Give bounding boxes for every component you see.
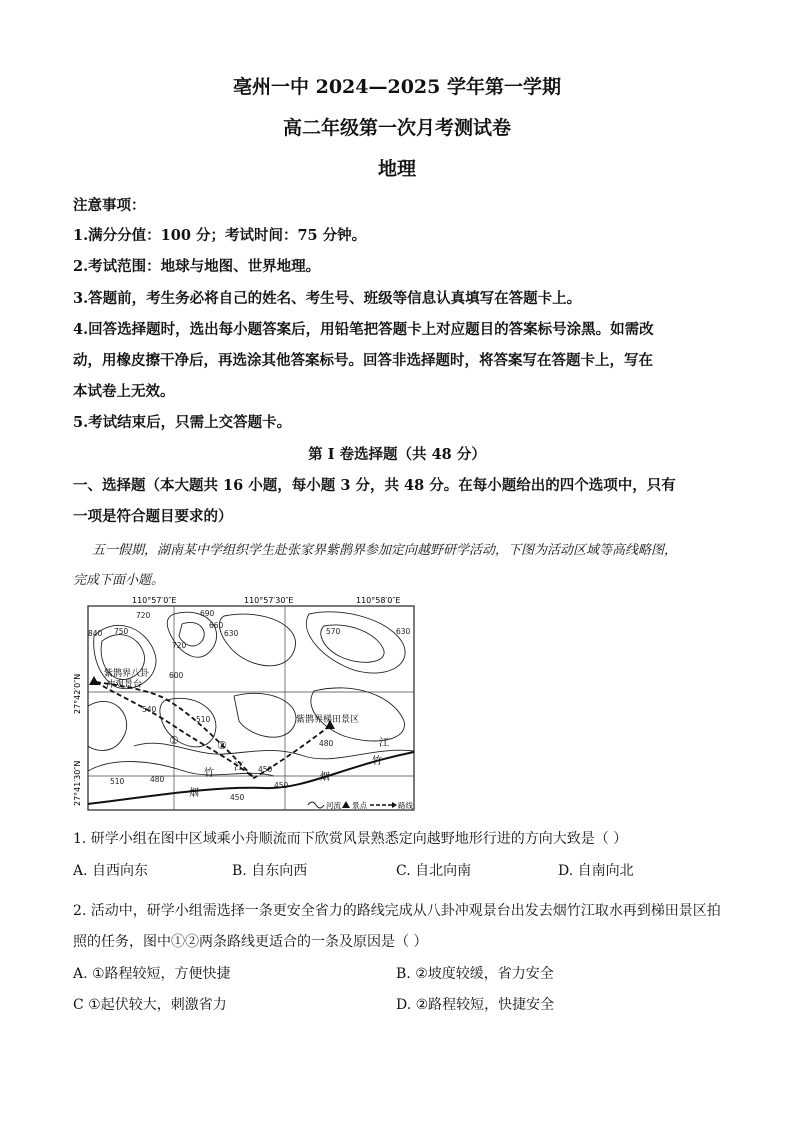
- question-1-option-c[interactable]: C. 自北向南: [396, 863, 472, 879]
- contour-value: 630: [224, 629, 239, 638]
- contour-map: [74, 596, 422, 816]
- latitude-label: 27°42′0″N: [73, 673, 82, 714]
- note-1: 1.满分分值：100 分；考试时间：75 分钟。: [73, 227, 367, 244]
- note-2: 2.考试范围：地球与地图、世界地理。: [73, 258, 321, 275]
- river-label: 竹: [204, 768, 214, 779]
- note-4-line2: 动，用橡皮擦干净后，再选涂其他答案标号。回答非选择题时，将答案写在答题卡上，写在: [73, 352, 653, 369]
- note-5: 5.考试结束后，只需上交答题卡。: [73, 414, 292, 431]
- notes-heading: 注意事项：: [73, 197, 146, 214]
- longitude-label: 110°58′0″E: [356, 596, 401, 605]
- route-label: ①: [169, 734, 179, 747]
- contour-value: 840: [88, 629, 103, 638]
- question-2-stem-line1: 2. 活动中，研学小组需选择一条更安全省力的路线完成从八卦冲观景台出发去烟竹江取水再到梯田景区拍: [73, 903, 721, 919]
- map-frame: [88, 606, 414, 810]
- contour-value: 540: [142, 705, 157, 714]
- contour-value: 480: [150, 775, 165, 784]
- river-label: 竹: [372, 756, 382, 767]
- question-2-stem-line2: 照的任务，图中①②两条路线更适合的一条及原因是（ ）: [73, 934, 428, 950]
- contour-value: 480: [319, 739, 334, 748]
- contour-value: 510: [196, 715, 211, 724]
- contour-value: 720: [136, 611, 151, 620]
- place-label: 紫鹊界八卦: [104, 669, 150, 679]
- question-1-option-d[interactable]: D. 自南向北: [558, 863, 634, 879]
- question-1-option-b[interactable]: B. 自东向西: [232, 863, 308, 879]
- contour-value: 720: [172, 641, 187, 650]
- river-label: 江: [234, 762, 244, 773]
- river-label: 烟: [189, 788, 199, 799]
- question-2-option-a[interactable]: A. ①路程较短，方便快捷: [73, 966, 231, 982]
- contour-value: 510: [110, 777, 125, 786]
- contour-value: 450: [274, 781, 289, 790]
- part-instructions-line2: 一项是符合题目要求的）: [73, 508, 233, 525]
- latitude-label: 27°41′30″N: [73, 760, 82, 806]
- legend-spot: 景点: [352, 801, 367, 810]
- contour-value: 660: [209, 621, 224, 630]
- place-label: 紫鹊界梯田景区: [296, 715, 360, 725]
- legend-river: 河流: [326, 801, 341, 810]
- longitude-label: 110°57′30″E: [244, 596, 294, 605]
- note-4-line3: 本试卷上无效。: [73, 383, 175, 400]
- section-title: 第 I 卷选择题（共 48 分）: [308, 446, 486, 463]
- subject-title: 地理: [377, 158, 416, 180]
- exam-title-line1: 亳州一中 2024—2025 学年第一学期: [233, 76, 561, 98]
- contour-value: 690: [200, 609, 215, 618]
- contour-value: 630: [396, 627, 411, 636]
- place-label: 冲观景台: [106, 680, 143, 690]
- contour-value: 570: [326, 627, 341, 636]
- question-1-option-a[interactable]: A. 自西向东: [73, 863, 149, 879]
- passage-line1: 五一假期，湖南某中学组织学生赴张家界紫鹊界参加定向越野研学活动，下图为活动区域等高线略图，: [92, 543, 678, 558]
- river-label: 烟: [320, 772, 330, 783]
- longitude-label: 110°57′0″E: [132, 596, 177, 605]
- contour-value: 600: [169, 671, 184, 680]
- river-label: 江: [379, 738, 389, 749]
- contour-value: 450: [258, 765, 273, 774]
- legend-route: 路线: [398, 801, 413, 810]
- contour-value: 750: [114, 627, 129, 636]
- question-2-option-b[interactable]: B. ②坡度较缓，省力安全: [396, 966, 554, 982]
- question-2-option-d[interactable]: D. ②路程较短，快捷安全: [396, 997, 555, 1013]
- exam-title-line2: 高二年级第一次月考测试卷: [282, 117, 511, 139]
- route-label: ②: [217, 739, 227, 752]
- note-4-line1: 4.回答选择题时，选出每小题答案后，用铅笔把答题卡上对应题目的答案标号涂黑。如需改: [73, 321, 654, 338]
- note-3: 3.答题前，考生务必将自己的姓名、考生号、班级等信息认真填写在答题卡上。: [73, 290, 582, 307]
- passage-line2: 完成下面小题。: [73, 573, 165, 588]
- part-instructions-line1: 一、选择题（本大题共 16 小题，每小题 3 分，共 48 分。在每小题给出的四个选项中，只有: [73, 477, 676, 494]
- question-2-option-c[interactable]: C ①起伏较大，刺激省力: [73, 997, 227, 1013]
- question-1-stem: 1. 研学小组在图中区域乘小舟顺流而下欣赏风景熟悉定向越野地形行进的方向大致是（ ）: [73, 831, 628, 847]
- contour-value: 450: [230, 793, 245, 802]
